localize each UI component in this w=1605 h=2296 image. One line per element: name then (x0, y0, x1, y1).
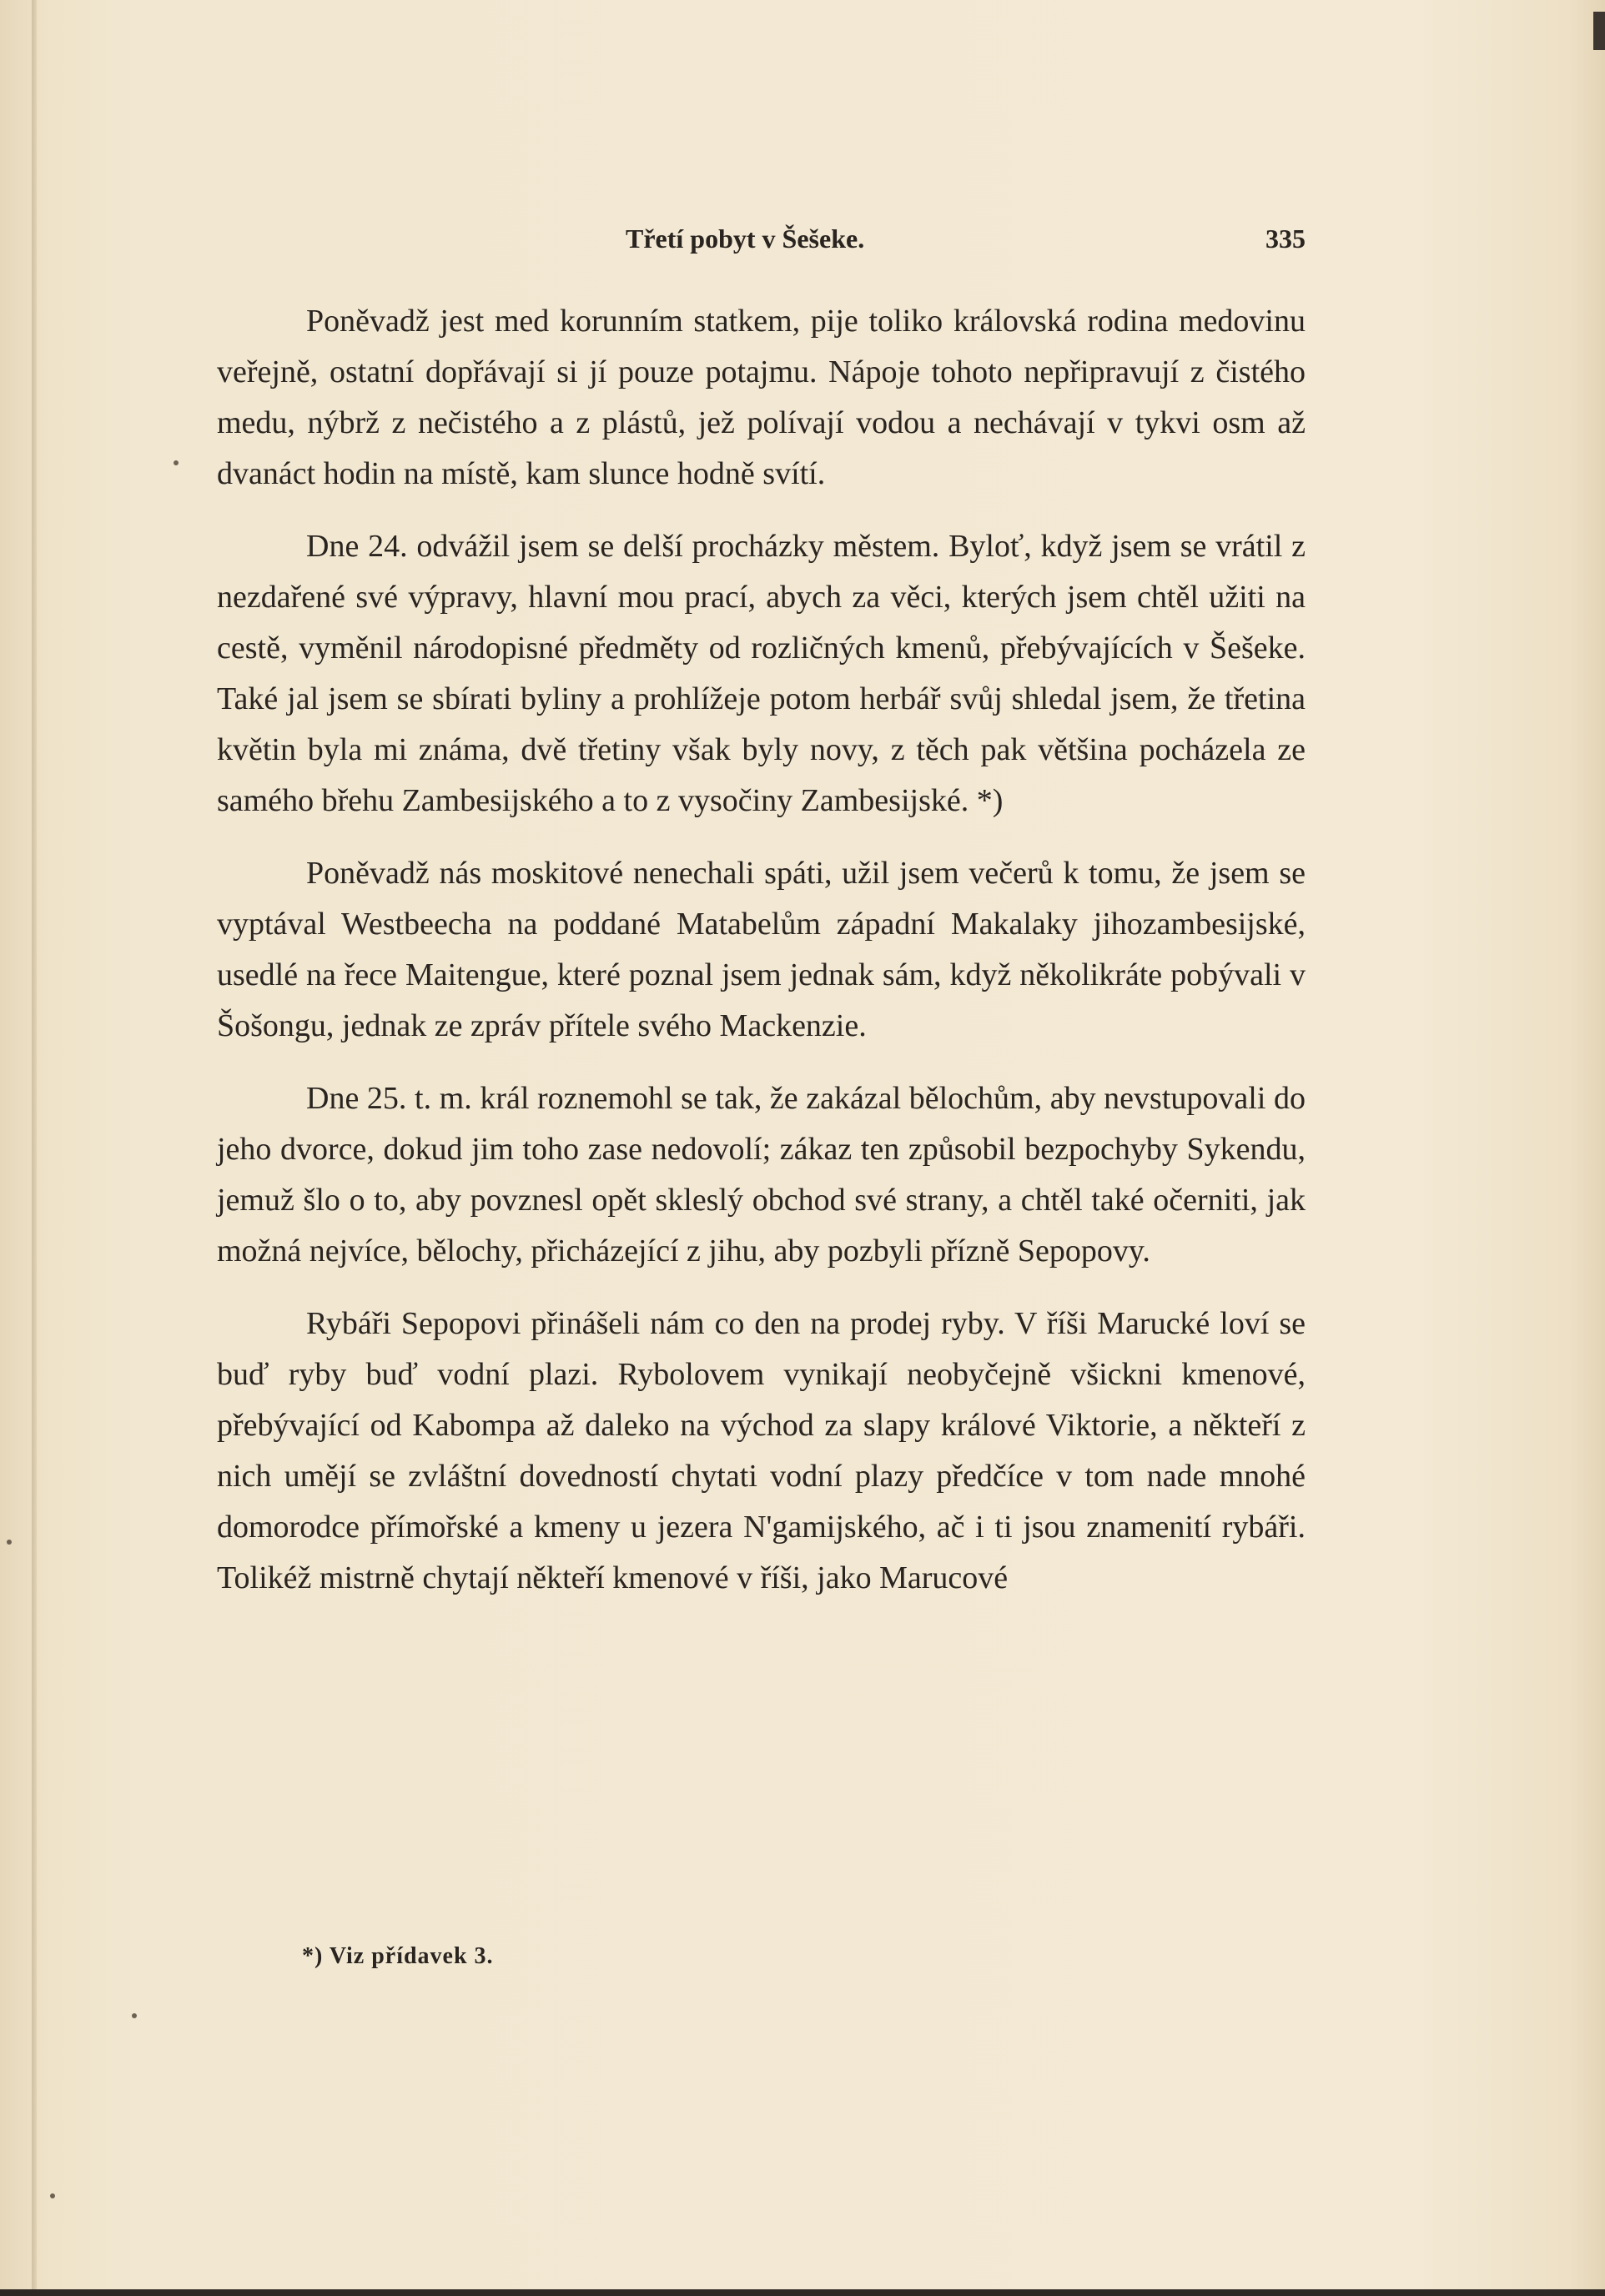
paragraph: Dne 24. odvážil jsem se delší procházky městem. Byloť, když jsem se vrátil z nezdařené své výpravy, hlavní mou prací, abych za věci, kterých jsem chtěl užiti na cestě, vyměnil národopisné předměty od rozličných kmenů, přebývajících v Šešeke. Také jal jsem se sbírati byliny a prohlížeje potom herbář svůj shledal jsem, že třetina květin byla mi známa, dvě třetiny však byly novy, z těch pak většina pocházela ze samého břehu Zambesijského a to z vysočiny Zambesijské. *) (217, 529, 1306, 818)
running-title: Třetí pobyt v Šešeke. (626, 224, 865, 254)
book-spine-edge (32, 0, 37, 2296)
page-bottom-edge (0, 2289, 1605, 2296)
paragraph: Dne 25. t. m. král roznemohl se tak, že zakázal bělochům, aby nevstupovali do jeho dvorce, dokud jim toho zase nedovolí; zákaz ten způsobil bezpochyby Sykendu, jemuž šlo o to, aby povznesl opět skleslý obchod své strany, a chtěl také očerniti, jak možná nejvíce, bělochy, přicházející z jihu, aby pozbyli přízně Sepopovy. (217, 1081, 1306, 1269)
paper-speck (50, 2193, 55, 2198)
body-text (217, 296, 1306, 1625)
page-corner-mark (1593, 12, 1605, 50)
footnote: *) Viz přídavek 3. (302, 1943, 494, 1969)
paragraph: Poněvadž jest med korunním statkem, pije toliko královská rodina medovinu veřejně, ostatní dopřávají si jí pouze potajmu. Nápoje tohoto nepřipravují z čistého medu, nýbrž z nečistého a z plástů, jež polívají vodou a nechávají v tykvi osm až dvanáct hodin na místě, kam slunce hodně svítí. (217, 304, 1306, 491)
paragraph: Rybáři Sepopovi přinášeli nám co den na prodej ryby. V říši Marucké loví se buď ryby buď vodní plazi. Rybolovem vynikají neobyčejně všickni kmenové, přebývající od Kabompa až daleko na východ za slapy králové Viktorie, a někteří z nich umějí se zvláštní dovedností chytati vodní plazy předčíce v tom nade mnohé domorodce přímořské a kmeny u jezera N'gamijského, ač i ti jsou znamenití rybáři. Tolikéž mistrně chytají někteří kmenové v říši, jako Marucové (217, 1306, 1306, 1595)
paper-speck (174, 460, 179, 465)
page-number: 335 (1265, 224, 1306, 254)
paragraph: Poněvadž nás moskitové nenechali spáti, užil jsem večerů k tomu, že jsem se vyptával Westbeecha na poddané Matabelům západní Makalaky jihozambesijské, usedlé na řece Maitengue, které poznal jsem jednak sám, když několikráte pobývali v Šošongu, jednak ze zpráv přítele svého Mackenzie. (217, 856, 1306, 1043)
running-header (217, 224, 1306, 257)
paper-speck (7, 1540, 12, 1545)
paper-speck (132, 2013, 137, 2018)
